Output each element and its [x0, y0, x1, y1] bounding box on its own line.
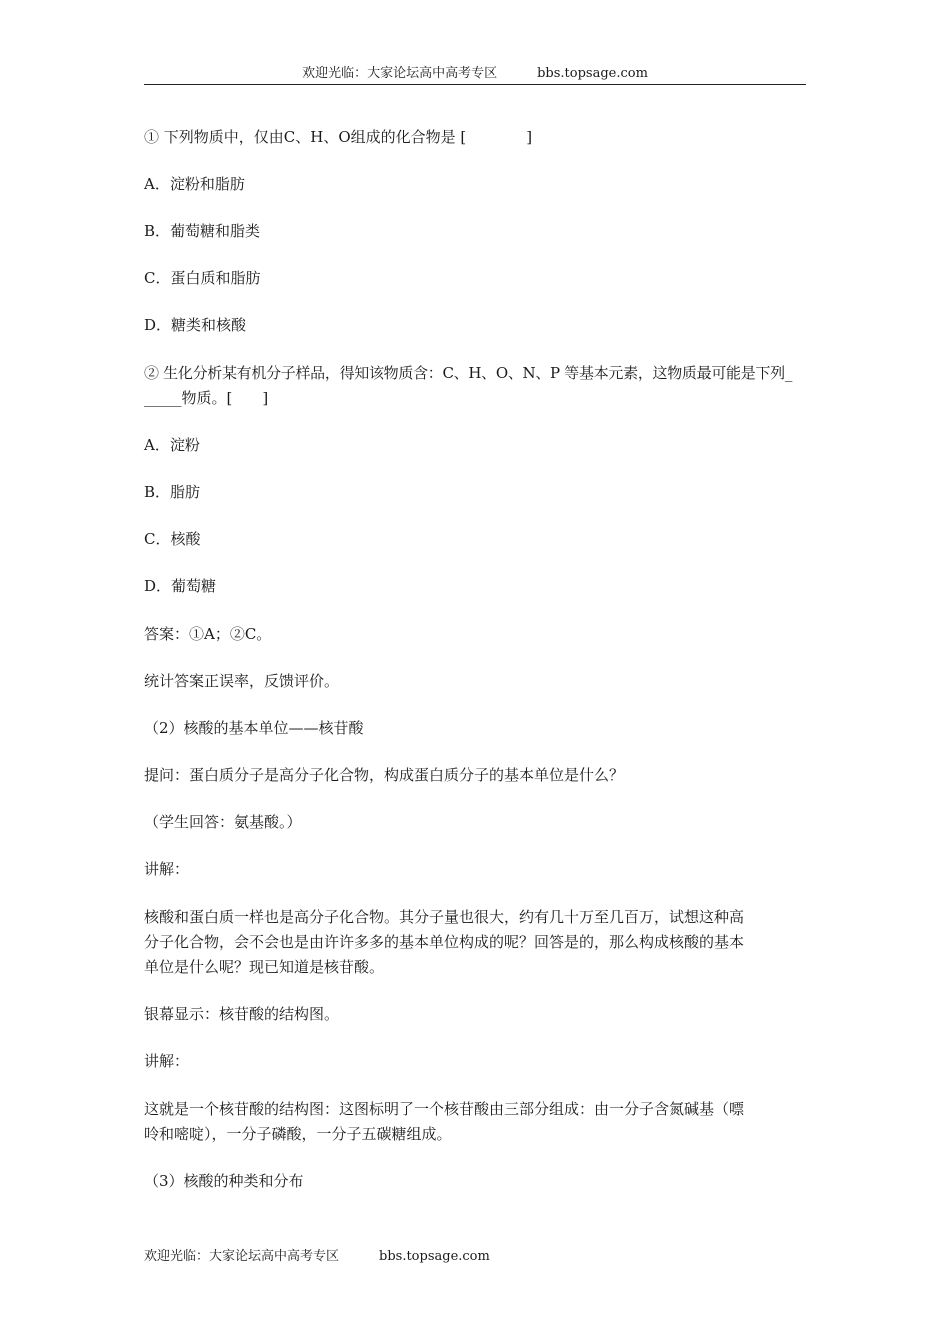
question-2-line-1: ② 生化分析某有机分子样品，得知该物质含：C、H、O、N、P 等基本元素，这物质最可能是下列_: [144, 364, 793, 382]
page-footer: [144, 1248, 490, 1266]
explain-1-line-3: 单位是什么呢？现已知道是核苷酸。: [144, 958, 385, 976]
explain-2-line-1: 这就是一个核苷酸的结构图：这图标明了一个核苷酸由三部分组成：由一分子含氮碱基（嘌: [144, 1100, 745, 1118]
student-answer: （学生回答：氨基酸。）: [144, 813, 302, 831]
section-2-heading: （2）核酸的基本单位——核苷酸: [144, 719, 364, 737]
question-2-option-c: C．核酸: [144, 530, 201, 548]
question-2-option-d: D．葡萄糖: [144, 577, 217, 595]
explain-2-label: 讲解：: [144, 1052, 190, 1070]
stats-text: 统计答案正误率，反馈评价。: [144, 672, 340, 690]
question-1-option-d: D．糖类和核酸: [144, 316, 247, 334]
screen-display-text: 银幕显示：核苷酸的结构图。: [144, 1005, 340, 1023]
question-2-line-2: _____物质。[ ]: [144, 389, 269, 407]
footer-site-url[interactable]: bbs.topsage.com: [379, 1249, 490, 1264]
question-1-option-c: C．蛋白质和脂肪: [144, 269, 261, 287]
header-site-url[interactable]: bbs.topsage.com: [537, 66, 648, 81]
question-1-option-b: B．葡萄糖和脂类: [144, 222, 261, 240]
page-header: [144, 66, 806, 85]
answer-text: 答案：①A；②C。: [144, 625, 272, 643]
section-3-heading: （3）核酸的种类和分布: [144, 1172, 304, 1190]
question-2-option-a: A．淀粉: [144, 436, 200, 454]
question-text: 提问：蛋白质分子是高分子化合物，构成蛋白质分子的基本单位是什么？: [144, 766, 625, 784]
header-welcome-text: 欢迎光临：大家论坛高中高考专区: [302, 66, 498, 81]
question-2-option-b: B．脂肪: [144, 483, 201, 501]
explain-1-label: 讲解：: [144, 860, 190, 878]
footer-welcome-text: 欢迎光临：大家论坛高中高考专区: [144, 1249, 340, 1264]
explain-1-line-2: 分子化合物，会不会也是由许许多多的基本单位构成的呢？回答是的，那么构成核酸的基本: [144, 933, 745, 951]
explain-1-line-1: 核酸和蛋白质一样也是高分子化合物。其分子量也很大，约有几十万至几百万，试想这种高: [144, 908, 745, 926]
question-1: ① 下列物质中，仅由C、H、O组成的化合物是 [ ]: [144, 128, 533, 146]
explain-2-line-2: 呤和嘧啶），一分子磷酸，一分子五碳糖组成。: [144, 1125, 452, 1143]
question-1-option-a: A．淀粉和脂肪: [144, 175, 245, 193]
